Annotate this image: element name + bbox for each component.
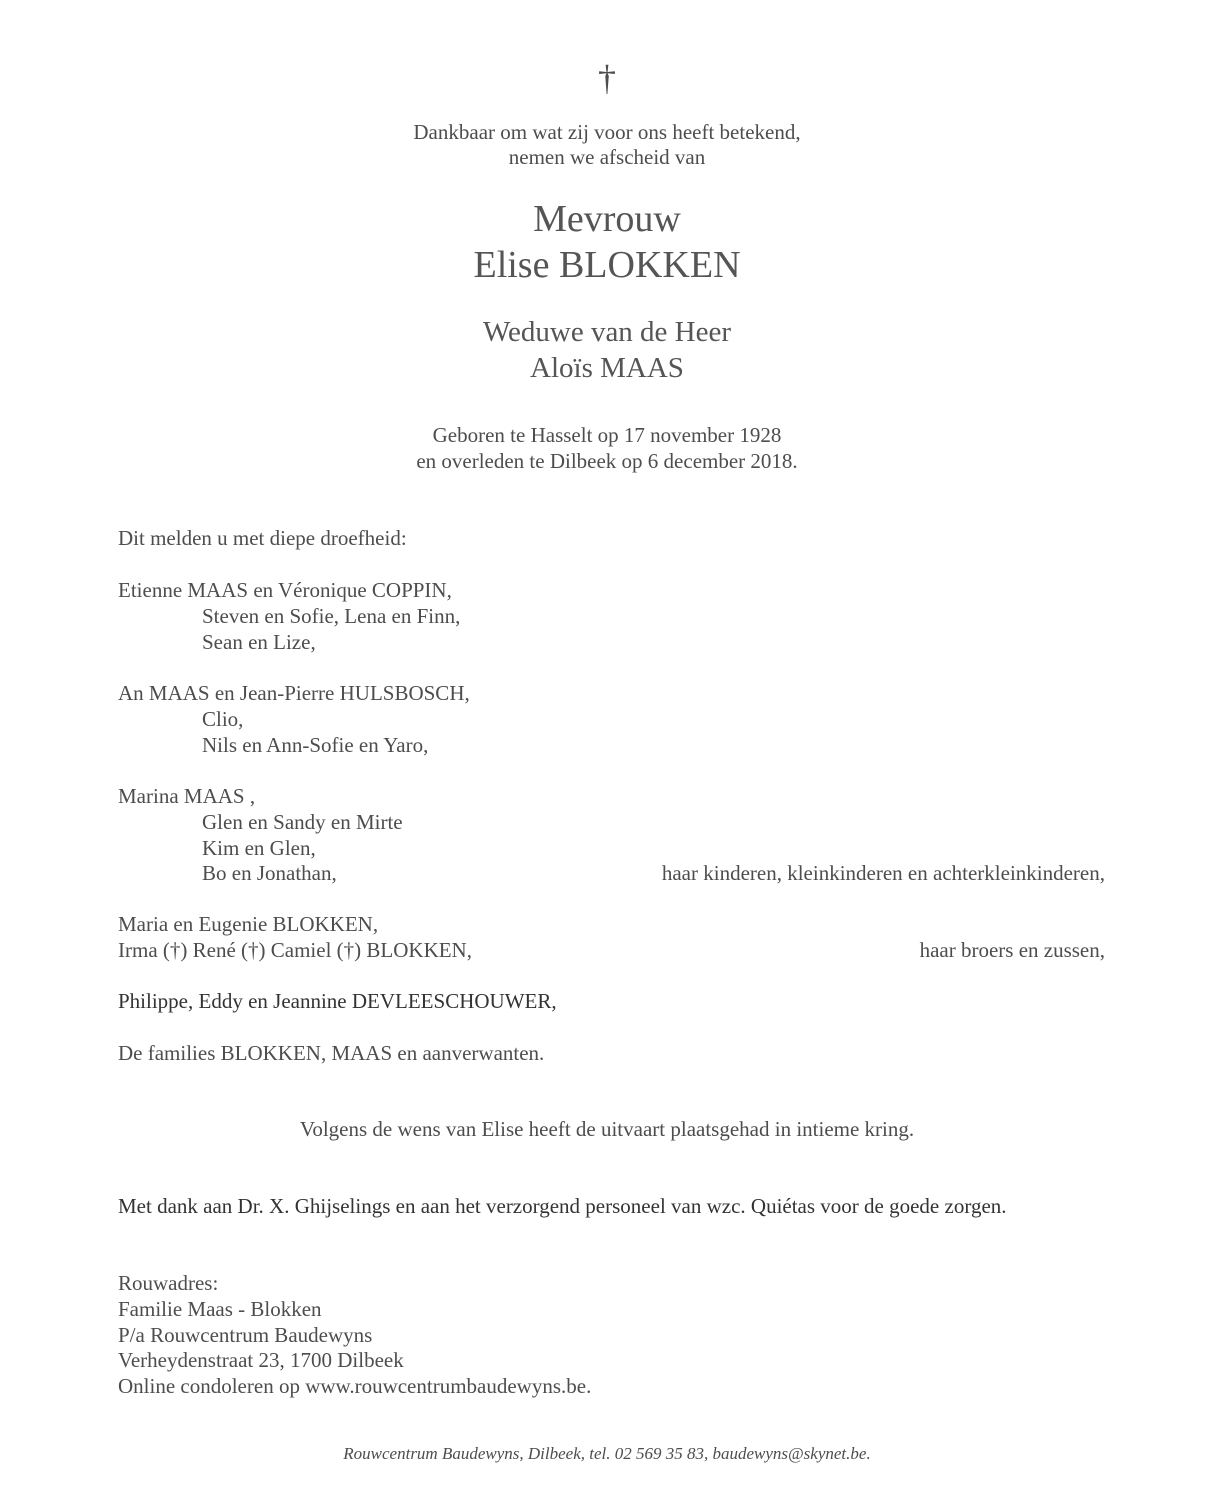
funeral-note: Volgens de wens van Elise heeft de uitvaart plaatsgehad in intieme kring.: [299, 1117, 915, 1141]
condolence-link: Online condoleren op www.rouwcentrumbaudewyns.be.: [118, 1374, 592, 1398]
siblings-line-1: Maria en Eugenie BLOKKEN,: [118, 912, 379, 936]
family-head: An MAAS en Jean-Pierre HULSBOSCH,: [118, 681, 470, 705]
family-member: Glen en Sandy en Mirte: [202, 810, 403, 834]
family-member: Clio,: [202, 707, 244, 731]
family-member: Bo en Jonathan,: [202, 861, 337, 885]
deceased-salutation: Mevrouw: [533, 198, 681, 240]
siblings-caption: haar broers en zussen,: [919, 938, 1105, 962]
address-line: P/a Rouwcentrum Baudewyns: [118, 1323, 373, 1347]
birth-date: Geboren te Hasselt op 17 november 1928: [432, 423, 782, 447]
siblings-line-2: Irma (†) René (†) Camiel (†) BLOKKEN,: [118, 938, 472, 962]
intro-line-1: Dankbaar om wat zij voor ons heeft betekend,: [413, 120, 801, 144]
thanks-note: Met dank aan Dr. X. Ghijselings en aan het verzorgend personeel van wzc. Quiétas voor de goede zorgen.: [118, 1194, 1007, 1218]
extended-family: De families BLOKKEN, MAAS en aanverwanten.: [118, 1041, 545, 1065]
intro-line-2: nemen we afscheid van: [508, 145, 706, 169]
family-member: Kim en Glen,: [202, 836, 316, 860]
address-label: Rouwadres:: [118, 1271, 219, 1295]
footer-contact: Rouwcentrum Baudewyns, Dilbeek, tel. 02 569 35 83, baudewyns@skynet.be.: [343, 1444, 871, 1463]
deceased-name: Elise BLOKKEN: [473, 244, 741, 286]
family-head: Marina MAAS ,: [118, 784, 256, 808]
family-member: Sean en Lize,: [202, 630, 316, 654]
cross-icon: †: [598, 58, 616, 98]
address-line: Familie Maas - Blokken: [118, 1297, 322, 1321]
family-head: Etienne MAAS en Véronique COPPIN,: [118, 578, 452, 602]
spouse-line-2: Aloïs MAAS: [530, 352, 684, 384]
inlaws: Philippe, Eddy en Jeannine DEVLEESCHOUWER,: [118, 989, 557, 1013]
family-member: Nils en Ann-Sofie en Yaro,: [202, 733, 429, 757]
address-line: Verheydenstraat 23, 1700 Dilbeek: [118, 1348, 404, 1372]
announcement: Dit melden u met diepe droefheid:: [118, 526, 407, 550]
family-member: Steven en Sofie, Lena en Finn,: [202, 604, 461, 628]
spouse-line-1: Weduwe van de Heer: [482, 316, 732, 348]
children-caption: haar kinderen, kleinkinderen en achterkleinkinderen,: [661, 861, 1105, 885]
death-date: en overleden te Dilbeek op 6 december 2018.: [416, 449, 798, 473]
